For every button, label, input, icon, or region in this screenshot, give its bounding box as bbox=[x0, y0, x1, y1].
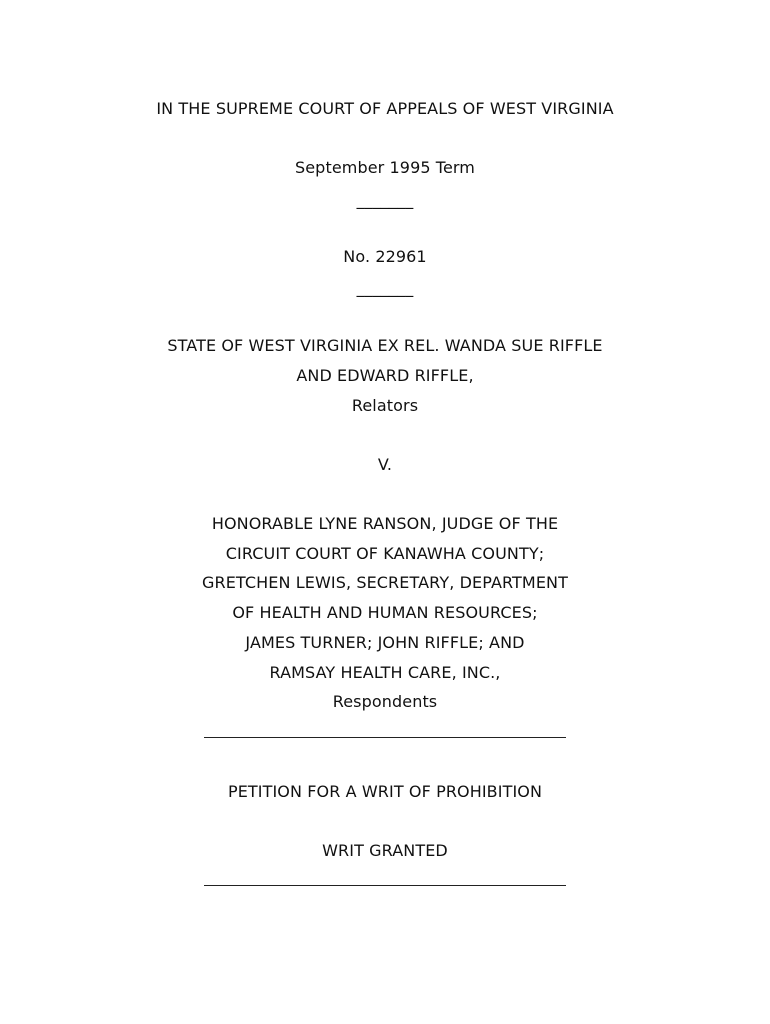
versus: V. bbox=[377, 455, 393, 474]
long-separator-1 bbox=[204, 737, 566, 738]
respondents-line-2: CIRCUIT COURT OF KANAWHA COUNTY; bbox=[225, 544, 545, 563]
long-separator-2 bbox=[204, 885, 566, 886]
relators-line-1: STATE OF WEST VIRGINIA EX REL. WANDA SUE RIFFLE bbox=[167, 336, 603, 355]
short-separator-2: _______ bbox=[356, 278, 414, 297]
relators-line-2: AND EDWARD RIFFLE, bbox=[296, 366, 474, 385]
respondents-line-5: JAMES TURNER; JOHN RIFFLE; AND bbox=[245, 633, 525, 652]
relators-role: Relators bbox=[351, 396, 419, 415]
case-number: No. 22961 bbox=[343, 247, 427, 266]
disposition: WRIT GRANTED bbox=[322, 841, 448, 860]
respondents-line-6: RAMSAY HEALTH CARE, INC., bbox=[269, 663, 501, 682]
petition-title: PETITION FOR A WRIT OF PROHIBITION bbox=[227, 782, 543, 801]
respondents-line-1: HONORABLE LYNE RANSON, JUDGE OF THE bbox=[211, 514, 559, 533]
court-heading: IN THE SUPREME COURT OF APPEALS OF WEST VIRGINIA bbox=[156, 99, 614, 118]
short-separator-1: _______ bbox=[356, 190, 414, 209]
respondents-role: Respondents bbox=[332, 692, 438, 711]
respondents-line-3: GRETCHEN LEWIS, SECRETARY, DEPARTMENT bbox=[202, 573, 568, 592]
term-line: September 1995 Term bbox=[294, 158, 475, 177]
respondents-line-4: OF HEALTH AND HUMAN RESOURCES; bbox=[232, 603, 538, 622]
